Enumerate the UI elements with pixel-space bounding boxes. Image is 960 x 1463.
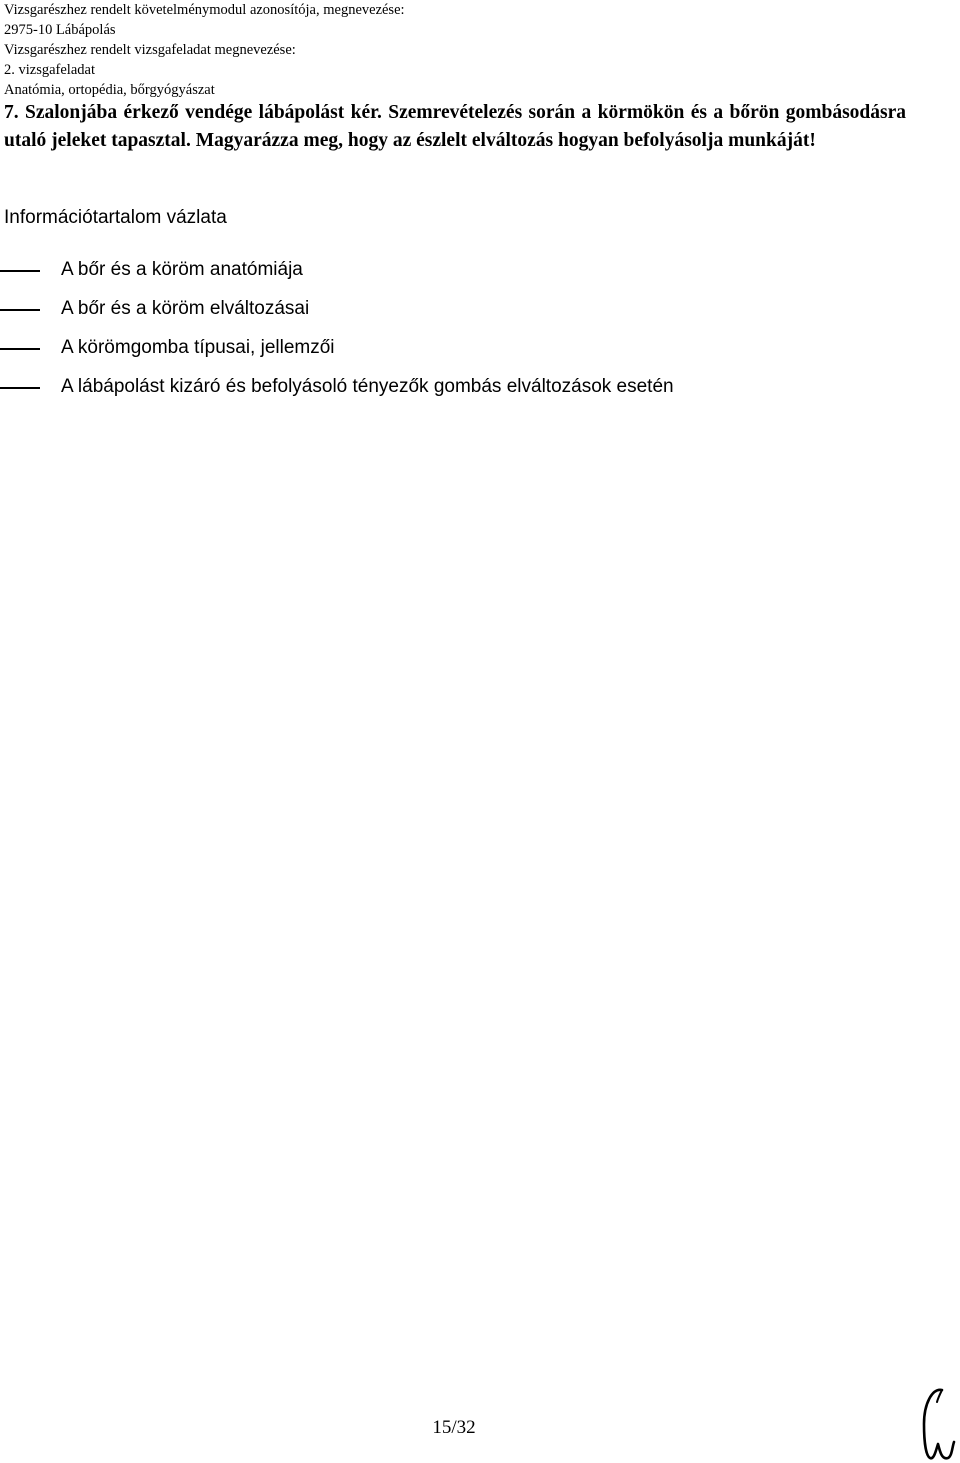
document-header xyxy=(4,0,405,100)
outline-title: Információtartalom vázlata xyxy=(4,207,227,228)
list-item-text: A körömgomba típusai, jellemzői xyxy=(61,337,335,358)
question-text: 7. Szalonjába érkező vendége lábápolást kér. Szemrevételezés során a körmökön és a bőrön gombásodásra utaló jeleket tapasztal. Magyarázza meg, hogy az észlelt elváltozás hogyan befolyásolja munkáját! xyxy=(4,102,906,151)
task-value: 2. vizsgafeladat xyxy=(4,62,95,78)
list-item-text: A bőr és a köröm anatómiája xyxy=(61,259,303,280)
dash-bullet-icon xyxy=(0,348,40,350)
signature-icon xyxy=(918,1384,960,1463)
dash-bullet-icon xyxy=(0,309,40,311)
module-label: Vizsgarészhez rendelt követelménymodul azonosítója, megnevezése: xyxy=(4,2,405,18)
dash-bullet-icon xyxy=(0,270,40,272)
task-label: Vizsgarészhez rendelt vizsgafeladat megnevezése: xyxy=(4,42,296,58)
page-number: 15/32 xyxy=(432,1417,476,1438)
module-value: 2975-10 Lábápolás xyxy=(4,22,116,38)
list-item-text: A bőr és a köröm elváltozásai xyxy=(61,298,310,319)
list-item-text: A lábápolást kizáró és befolyásoló tényezők gombás elváltozások esetén xyxy=(61,376,674,397)
subject: Anatómia, ortopédia, bőrgyógyászat xyxy=(4,82,215,98)
dash-bullet-icon xyxy=(0,387,40,389)
